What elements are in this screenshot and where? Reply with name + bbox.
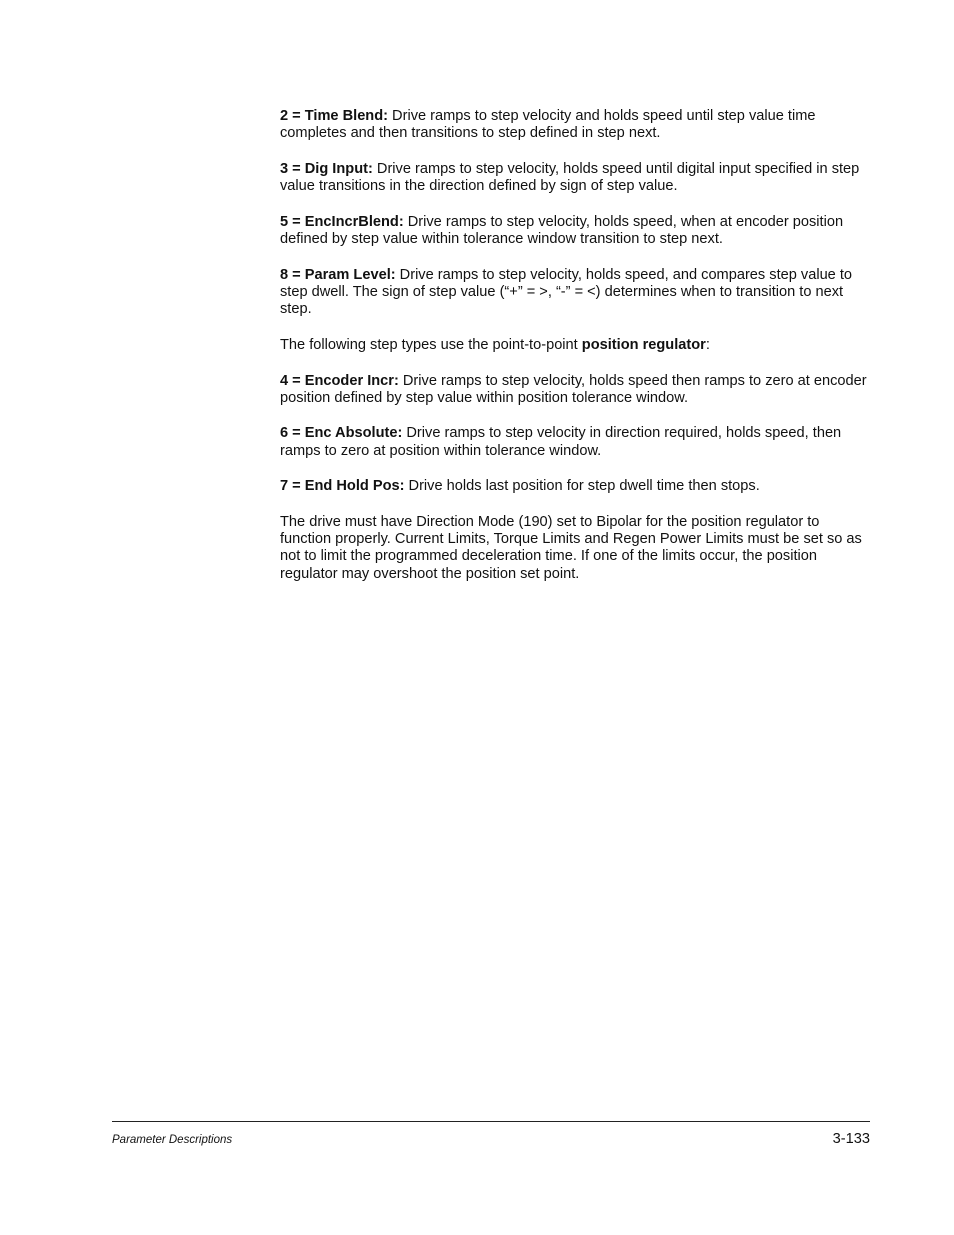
entry-text: Drive ramps to step velocity, holds speed, and compares step value to step dwell. The sign of step value (“+” = >, “-” = <) determines when to transition to next step. xyxy=(280,266,853,318)
entry-term: 7 = End Hold Pos: xyxy=(280,478,405,495)
footer-divider xyxy=(112,1121,870,1122)
entry-enc-incr-blend xyxy=(280,214,872,248)
entry-param-level xyxy=(280,267,872,319)
entry-term: 5 = EncIncrBlend: xyxy=(280,213,404,230)
entry-end-hold-pos xyxy=(280,478,872,495)
entry-encoder-incr xyxy=(280,373,872,407)
page-number: 3-133 xyxy=(832,1131,870,1147)
entry-time-blend xyxy=(280,108,872,142)
entry-text: Drive ramps to step velocity in direction required, holds speed, then ramps to zero at position within tolerance window. xyxy=(280,425,842,459)
entry-term: 6 = Enc Absolute: xyxy=(280,425,403,442)
entry-dig-input xyxy=(280,161,872,195)
entry-text: Drive ramps to step velocity and holds speed until step value time completes and then transitions to step defined in step next. xyxy=(280,108,816,142)
intro-colon: : xyxy=(705,336,710,353)
entry-term: 8 = Param Level: xyxy=(280,266,396,283)
entry-text: Drive holds last position for step dwell time then stops. xyxy=(404,478,760,495)
entry-term: 4 = Encoder Incr: xyxy=(280,372,399,389)
entry-enc-absolute xyxy=(280,425,872,459)
entry-term: 3 = Dig Input: xyxy=(280,160,373,177)
entry-text: Drive ramps to step velocity, holds speed, when at encoder position defined by step value within tolerance window transition to step next. xyxy=(280,213,844,248)
direction-mode-note: The drive must have Direction Mode (190) set to Bipolar for the position regulator to function properly. Current Limits, Torque Limits and Regen Power Limits must be set so as not to limit the programmed deceleration time. If one of the limits occur, the position regulator may overshoot the position set point. xyxy=(280,514,862,582)
footer-section-title: Parameter Descriptions xyxy=(112,1134,233,1146)
entry-text: Drive ramps to step velocity, holds speed then ramps to zero at encoder position defined by step value within position tolerance window. xyxy=(280,372,867,406)
entry-text: Drive ramps to step velocity, holds speed until digital input specified in step value transitions in the direction defined by sign of step value. xyxy=(280,160,860,195)
intro-text: The following step types use the point-to-point xyxy=(280,336,582,353)
position-regulator-intro xyxy=(280,337,872,354)
intro-emphasis: position regulator xyxy=(581,336,706,353)
page-body xyxy=(280,108,872,601)
entry-term: 2 = Time Blend: xyxy=(280,108,388,124)
